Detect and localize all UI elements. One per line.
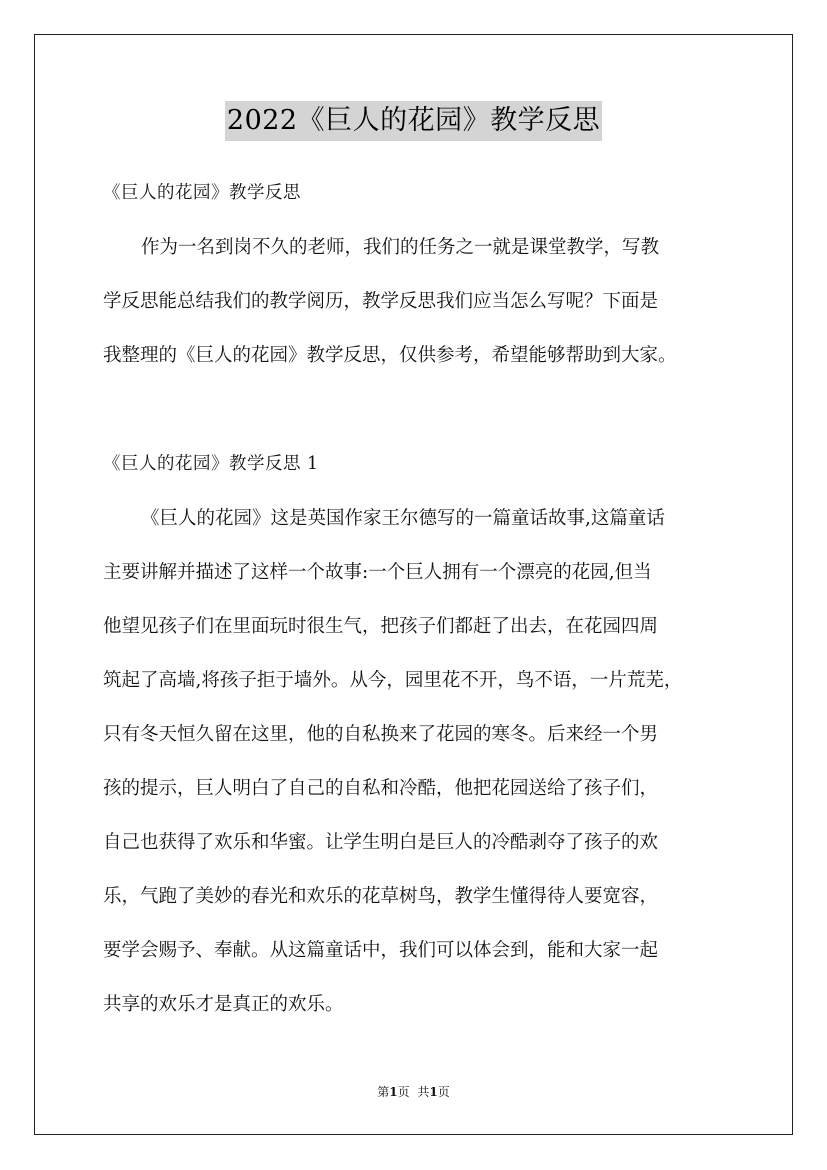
title-container [0, 101, 827, 141]
intro-line-3: 我整理的《巨人的花园》教学反思，仅供参考，希望能够帮助到大家。 [103, 345, 677, 366]
footer-page-prefix: 第 [377, 1085, 390, 1099]
section1-line-5: 只有冬天恒久留在这里，他的自私换来了花园的寒冬。后来经一个男 [103, 724, 659, 745]
intro-line-2: 学反思能总结我们的教学阅历，教学反思我们应当怎么写呢？下面是 [103, 291, 659, 312]
footer-total-suffix: 页 [437, 1085, 450, 1099]
section1-line-8: 乐，气跑了美妙的春光和欢乐的花草树鸟，教学生懂得待人要宽容， [103, 886, 659, 907]
section1-line-10: 共享的欢乐才是真正的欢乐。 [103, 994, 344, 1015]
section1-line-3: 他望见孩子们在里面玩时很生气，把孩子们都赶了出去，在花园四周 [103, 616, 659, 637]
section1-line-4: 筑起了高墙,将孩子拒于墙外。从今，园里花不开，鸟不语，一片荒芜， [103, 670, 683, 691]
page-footer [0, 1084, 827, 1100]
footer-page-suffix: 页 [397, 1085, 410, 1099]
section1-line-7: 自己也获得了欢乐和华蜜。让学生明白是巨人的冷酷剥夺了孩子的欢 [103, 832, 659, 853]
footer-total-prefix: 共 [417, 1085, 430, 1099]
footer-page-number: 1 [389, 1085, 398, 1099]
section1-line-6: 孩的提示，巨人明白了自己的自私和冷酷，他把花园送给了孩子们， [103, 778, 659, 799]
document-title: 2022《巨人的花园》教学反思 [225, 101, 602, 141]
footer-total-number: 1 [429, 1085, 438, 1099]
section1-line-2: 主要讲解并描述了这样一个故事:一个巨人拥有一个漂亮的花园,但当 [103, 562, 652, 583]
intro-line-1: 作为一名到岗不久的老师，我们的任务之一就是课堂教学，写教 [141, 237, 660, 258]
section1-heading: 《巨人的花园》教学反思 1 [103, 454, 319, 474]
document-subtitle: 《巨人的花园》教学反思 [103, 183, 301, 203]
section1-line-1: 《巨人的花园》这是英国作家王尔德写的一篇童话故事,这篇童话 [141, 508, 665, 529]
section1-line-9: 要学会赐予、奉献。从这篇童话中，我们可以体会到，能和大家一起 [103, 940, 659, 961]
